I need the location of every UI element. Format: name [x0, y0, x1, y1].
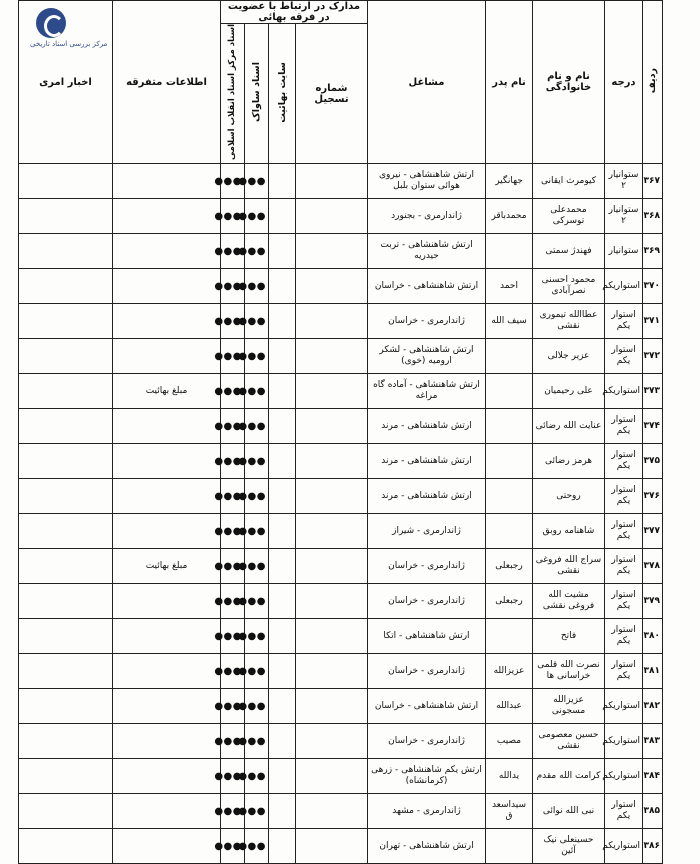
cell-news [19, 584, 113, 619]
cell-father [486, 409, 533, 444]
cell-baha-site [269, 549, 296, 584]
cell-archive-docs: ●●● [221, 479, 245, 514]
cell-misc-info [113, 619, 221, 654]
cell-baha-site [269, 619, 296, 654]
cell-savak-docs: ●●● [245, 374, 269, 409]
cell-savak-docs: ●●● [245, 654, 269, 689]
cell-row-number: ۳۸۱ [643, 654, 663, 689]
cell-baha-site [269, 584, 296, 619]
cell-father: سیداسعد ق [486, 794, 533, 829]
table-row [19, 304, 663, 339]
cell-registration [296, 654, 368, 689]
cell-savak-docs: ●●● [245, 164, 269, 199]
cell-registration [296, 689, 368, 724]
cell-job: ارتش شاهنشاهی - خراسان [368, 689, 486, 724]
cell-misc-info [113, 269, 221, 304]
cell-father [486, 444, 533, 479]
cell-baha-site [269, 339, 296, 374]
cell-name: محمدعلی توسرکی [533, 199, 605, 234]
cell-father [486, 619, 533, 654]
cell-registration [296, 759, 368, 794]
table-row [19, 619, 663, 654]
table-row [19, 794, 663, 829]
cell-row-number: ۳۷۳ [643, 374, 663, 409]
cell-name: فهندژ سمتی [533, 234, 605, 269]
cell-news [19, 304, 113, 339]
cell-misc-info [113, 654, 221, 689]
cell-misc-info: مبلغ بهائیت [113, 549, 221, 584]
cell-misc-info [113, 199, 221, 234]
cell-job: ژاندارمری - خراسان [368, 304, 486, 339]
cell-name: سراج الله فروغی نقشی [533, 549, 605, 584]
cell-father: رجبعلی [486, 549, 533, 584]
cell-baha-site [269, 759, 296, 794]
cell-grade: استوار یکم [605, 619, 643, 654]
cell-registration [296, 339, 368, 374]
cell-savak-docs: ●●● [245, 409, 269, 444]
cell-father [486, 829, 533, 864]
cell-baha-site [269, 374, 296, 409]
cell-job: ارتش یکم شاهنشاهی - زرهی (کرمانشاه) [368, 759, 486, 794]
cell-row-number: ۳۸۶ [643, 829, 663, 864]
cell-archive-docs: ●●● [221, 514, 245, 549]
cell-news [19, 514, 113, 549]
cell-archive-docs: ●●● [221, 584, 245, 619]
table-row [19, 829, 663, 864]
cell-misc-info [113, 164, 221, 199]
cell-name: نصرت الله قلمی خراسانی ها [533, 654, 605, 689]
cell-name: شاهنامه روبق [533, 514, 605, 549]
cell-father: عبدالله [486, 689, 533, 724]
cell-grade: استوار یکم [605, 339, 643, 374]
cell-baha-site [269, 409, 296, 444]
table-row [19, 269, 663, 304]
cell-job: ارتش شاهنشاهی - تربت حیدریه [368, 234, 486, 269]
cell-name: عزیر جلالی [533, 339, 605, 374]
cell-father [486, 514, 533, 549]
table-row [19, 409, 663, 444]
table-row [19, 759, 663, 794]
cell-registration [296, 584, 368, 619]
cell-father [486, 339, 533, 374]
cell-row-number: ۳۷۰ [643, 269, 663, 304]
cell-name: فاتح [533, 619, 605, 654]
cell-job: ژاندارمری - بجنورد [368, 199, 486, 234]
cell-job: ژاندارمری - خراسان [368, 549, 486, 584]
cell-row-number: ۳۷۴ [643, 409, 663, 444]
cell-row-number: ۳۸۰ [643, 619, 663, 654]
cell-grade: استوار یکم [605, 654, 643, 689]
cell-father [486, 479, 533, 514]
cell-baha-site [269, 829, 296, 864]
cell-savak-docs: ●●● [245, 199, 269, 234]
cell-baha-site [269, 724, 296, 759]
cell-misc-info [113, 304, 221, 339]
cell-row-number: ۳۷۷ [643, 514, 663, 549]
header-row-number: ردیف [643, 1, 663, 164]
cell-father [486, 374, 533, 409]
cell-name: روحتی [533, 479, 605, 514]
cell-name: عطاالله تیموری نقشی [533, 304, 605, 339]
cell-archive-docs: ●●● [221, 549, 245, 584]
cell-savak-docs: ●●● [245, 514, 269, 549]
cell-registration [296, 304, 368, 339]
cell-archive-docs: ●●● [221, 409, 245, 444]
cell-job: ارتش شاهنشاهی - اتکا [368, 619, 486, 654]
cell-job: ارتش شاهنشاهی - تهران [368, 829, 486, 864]
cell-archive-docs: ●●● [221, 794, 245, 829]
cell-job: ارتش شاهنشاهی - خراسان [368, 269, 486, 304]
cell-news [19, 724, 113, 759]
cell-row-number: ۳۷۱ [643, 304, 663, 339]
cell-father [486, 234, 533, 269]
cell-baha-site [269, 444, 296, 479]
cell-registration [296, 479, 368, 514]
header-archive-docs: اسناد مرکز اسناد انقلاب اسلامی [221, 24, 245, 164]
cell-job: ارتش شاهنشاهی - نیروی هوائی ستوان بلبل [368, 164, 486, 199]
table-row [19, 514, 663, 549]
cell-news [19, 374, 113, 409]
cell-savak-docs: ●●● [245, 829, 269, 864]
cell-name: کیومرث ایقانی [533, 164, 605, 199]
cell-registration [296, 409, 368, 444]
cell-savak-docs: ●●● [245, 339, 269, 374]
cell-father: یدالله [486, 759, 533, 794]
cell-row-number: ۳۶۹ [643, 234, 663, 269]
table-row [19, 444, 663, 479]
cell-registration [296, 199, 368, 234]
cell-grade: استوار یکم [605, 794, 643, 829]
table-row [19, 654, 663, 689]
cell-baha-site [269, 479, 296, 514]
table-row [19, 339, 663, 374]
cell-baha-site [269, 794, 296, 829]
cell-grade: استواریکم [605, 269, 643, 304]
cell-savak-docs: ●●● [245, 584, 269, 619]
cell-misc-info [113, 479, 221, 514]
cell-grade: استوار یکم [605, 409, 643, 444]
cell-row-number: ۳۸۲ [643, 689, 663, 724]
cell-row-number: ۳۸۴ [643, 759, 663, 794]
cell-grade: استواریکم [605, 724, 643, 759]
cell-grade: ستوانیار [605, 234, 643, 269]
cell-misc-info [113, 689, 221, 724]
table-row [19, 549, 663, 584]
cell-registration [296, 234, 368, 269]
cell-archive-docs: ●●● [221, 654, 245, 689]
cell-news [19, 619, 113, 654]
cell-news [19, 549, 113, 584]
cell-savak-docs: ●●● [245, 269, 269, 304]
cell-row-number: ۳۷۶ [643, 479, 663, 514]
cell-row-number: ۳۶۷ [643, 164, 663, 199]
cell-archive-docs: ●●● [221, 269, 245, 304]
cell-news [19, 794, 113, 829]
cell-baha-site [269, 689, 296, 724]
cell-grade: ستوانیار ۲ [605, 199, 643, 234]
cell-news [19, 269, 113, 304]
personnel-table [18, 0, 663, 864]
cell-registration [296, 619, 368, 654]
cell-job: ارتش شاهنشاهی - آماده گاه مراغه [368, 374, 486, 409]
cell-grade: ستوانیار ۲ [605, 164, 643, 199]
cell-father: سیف الله [486, 304, 533, 339]
cell-misc-info [113, 829, 221, 864]
cell-news [19, 759, 113, 794]
cell-registration [296, 374, 368, 409]
table-row [19, 724, 663, 759]
cell-news [19, 829, 113, 864]
cell-father: عزیزالله [486, 654, 533, 689]
cell-archive-docs: ●●● [221, 759, 245, 794]
cell-savak-docs: ●●● [245, 444, 269, 479]
cell-misc-info [113, 514, 221, 549]
cell-news [19, 234, 113, 269]
cell-savak-docs: ●●● [245, 549, 269, 584]
cell-name: عنایت الله رضائی [533, 409, 605, 444]
cell-row-number: ۳۶۸ [643, 199, 663, 234]
header-docs-group: مدارک در ارتباط با عضویت در فرقه بهائی [221, 1, 368, 24]
cell-grade: استوار یکم [605, 584, 643, 619]
cell-misc-info [113, 444, 221, 479]
cell-archive-docs: ●●● [221, 724, 245, 759]
header-jobs: مشاغل [368, 1, 486, 164]
header-baha-site: سایت بهائیت [269, 24, 296, 164]
cell-grade: استوار یکم [605, 549, 643, 584]
cell-misc-info [113, 234, 221, 269]
cell-archive-docs: ●●● [221, 164, 245, 199]
header-grade: درجه [605, 1, 643, 164]
table-row [19, 164, 663, 199]
cell-row-number: ۳۸۵ [643, 794, 663, 829]
cell-registration [296, 829, 368, 864]
cell-baha-site [269, 304, 296, 339]
table-row [19, 689, 663, 724]
cell-savak-docs: ●●● [245, 689, 269, 724]
table-row [19, 234, 663, 269]
cell-news [19, 199, 113, 234]
header-father: نام پدر [486, 1, 533, 164]
cell-grade: استواریکم [605, 829, 643, 864]
cell-name: حسین معصومی نقشی [533, 724, 605, 759]
cell-archive-docs: ●●● [221, 619, 245, 654]
cell-savak-docs: ●●● [245, 619, 269, 654]
cell-row-number: ۳۷۵ [643, 444, 663, 479]
cell-name: محمود احسنی نصرآبادی [533, 269, 605, 304]
cell-misc-info [113, 759, 221, 794]
cell-grade: استواریکم [605, 374, 643, 409]
header-savak-docs: اسناد ساواک [245, 24, 269, 164]
header-news: اخبار امری [19, 1, 113, 164]
cell-father: مصیب [486, 724, 533, 759]
cell-job: ژاندارمری - مشهد [368, 794, 486, 829]
cell-job: ژاندارمری - خراسان [368, 724, 486, 759]
table-row [19, 584, 663, 619]
cell-registration [296, 444, 368, 479]
cell-job: ارتش شاهنشاهی - لشکر ارومیه (خوی) [368, 339, 486, 374]
cell-grade: استوار یکم [605, 479, 643, 514]
cell-baha-site [269, 199, 296, 234]
cell-row-number: ۳۷۲ [643, 339, 663, 374]
cell-news [19, 444, 113, 479]
cell-father: محمدباقر [486, 199, 533, 234]
cell-archive-docs: ●●● [221, 374, 245, 409]
cell-grade: استواریکم [605, 689, 643, 724]
cell-name: عزیزالله مسجونی [533, 689, 605, 724]
cell-savak-docs: ●●● [245, 304, 269, 339]
header-name: نام و نام خانوادگی [533, 1, 605, 164]
cell-registration [296, 724, 368, 759]
cell-baha-site [269, 164, 296, 199]
cell-job: ژاندارمری - خراسان [368, 654, 486, 689]
cell-name: کرامت الله مقدم [533, 759, 605, 794]
cell-name: حسینعلی نیک آئین [533, 829, 605, 864]
cell-job: ژاندارمری - خراسان [368, 584, 486, 619]
cell-job: ژاندارمری - شیراز [368, 514, 486, 549]
cell-news [19, 164, 113, 199]
cell-baha-site [269, 654, 296, 689]
table-row [19, 199, 663, 234]
cell-father: احمد [486, 269, 533, 304]
cell-row-number: ۳۷۸ [643, 549, 663, 584]
cell-grade: استوار یکم [605, 304, 643, 339]
header-misc-info: اطلاعات متفرقه [113, 1, 221, 164]
cell-baha-site [269, 514, 296, 549]
cell-baha-site [269, 269, 296, 304]
cell-father: جهانگیر [486, 164, 533, 199]
cell-misc-info [113, 409, 221, 444]
cell-savak-docs: ●●● [245, 794, 269, 829]
cell-misc-info: مبلغ بهائیت [113, 374, 221, 409]
cell-row-number: ۳۷۹ [643, 584, 663, 619]
cell-grade: استوار یکم [605, 514, 643, 549]
cell-archive-docs: ●●● [221, 199, 245, 234]
cell-job: ارتش شاهنشاهی - مرند [368, 409, 486, 444]
cell-registration [296, 549, 368, 584]
cell-registration [296, 514, 368, 549]
cell-archive-docs: ●●● [221, 339, 245, 374]
cell-news [19, 654, 113, 689]
cell-news [19, 689, 113, 724]
cell-misc-info [113, 724, 221, 759]
cell-baha-site [269, 234, 296, 269]
cell-name: علی رحیمیان [533, 374, 605, 409]
cell-savak-docs: ●●● [245, 724, 269, 759]
cell-archive-docs: ●●● [221, 689, 245, 724]
logo-text: مرکز بررسی اسناد تاریخی [30, 40, 108, 48]
cell-row-number: ۳۸۳ [643, 724, 663, 759]
cell-archive-docs: ●●● [221, 304, 245, 339]
cell-archive-docs: ●●● [221, 234, 245, 269]
cell-archive-docs: ●●● [221, 829, 245, 864]
cell-grade: استوار یکم [605, 444, 643, 479]
cell-news [19, 409, 113, 444]
cell-job: ارتش شاهنشاهی - مرند [368, 444, 486, 479]
cell-misc-info [113, 584, 221, 619]
cell-misc-info [113, 339, 221, 374]
cell-archive-docs: ●●● [221, 444, 245, 479]
cell-misc-info [113, 794, 221, 829]
table-body [19, 164, 663, 864]
cell-savak-docs: ●●● [245, 234, 269, 269]
cell-job: ارتش شاهنشاهی - مرند [368, 479, 486, 514]
cell-savak-docs: ●●● [245, 479, 269, 514]
cell-news [19, 479, 113, 514]
cell-name: هرمز رضائی [533, 444, 605, 479]
table-row [19, 374, 663, 409]
cell-registration [296, 164, 368, 199]
cell-grade: استواریکم [605, 759, 643, 794]
cell-registration [296, 794, 368, 829]
cell-news [19, 339, 113, 374]
cell-name: نبی الله نوائی [533, 794, 605, 829]
table-row [19, 479, 663, 514]
cell-father: رجبعلی [486, 584, 533, 619]
header-registration: شماره تسجیل [296, 24, 368, 164]
cell-registration [296, 269, 368, 304]
cell-savak-docs: ●●● [245, 759, 269, 794]
cell-name: مشیت الله فروغی نقشی [533, 584, 605, 619]
